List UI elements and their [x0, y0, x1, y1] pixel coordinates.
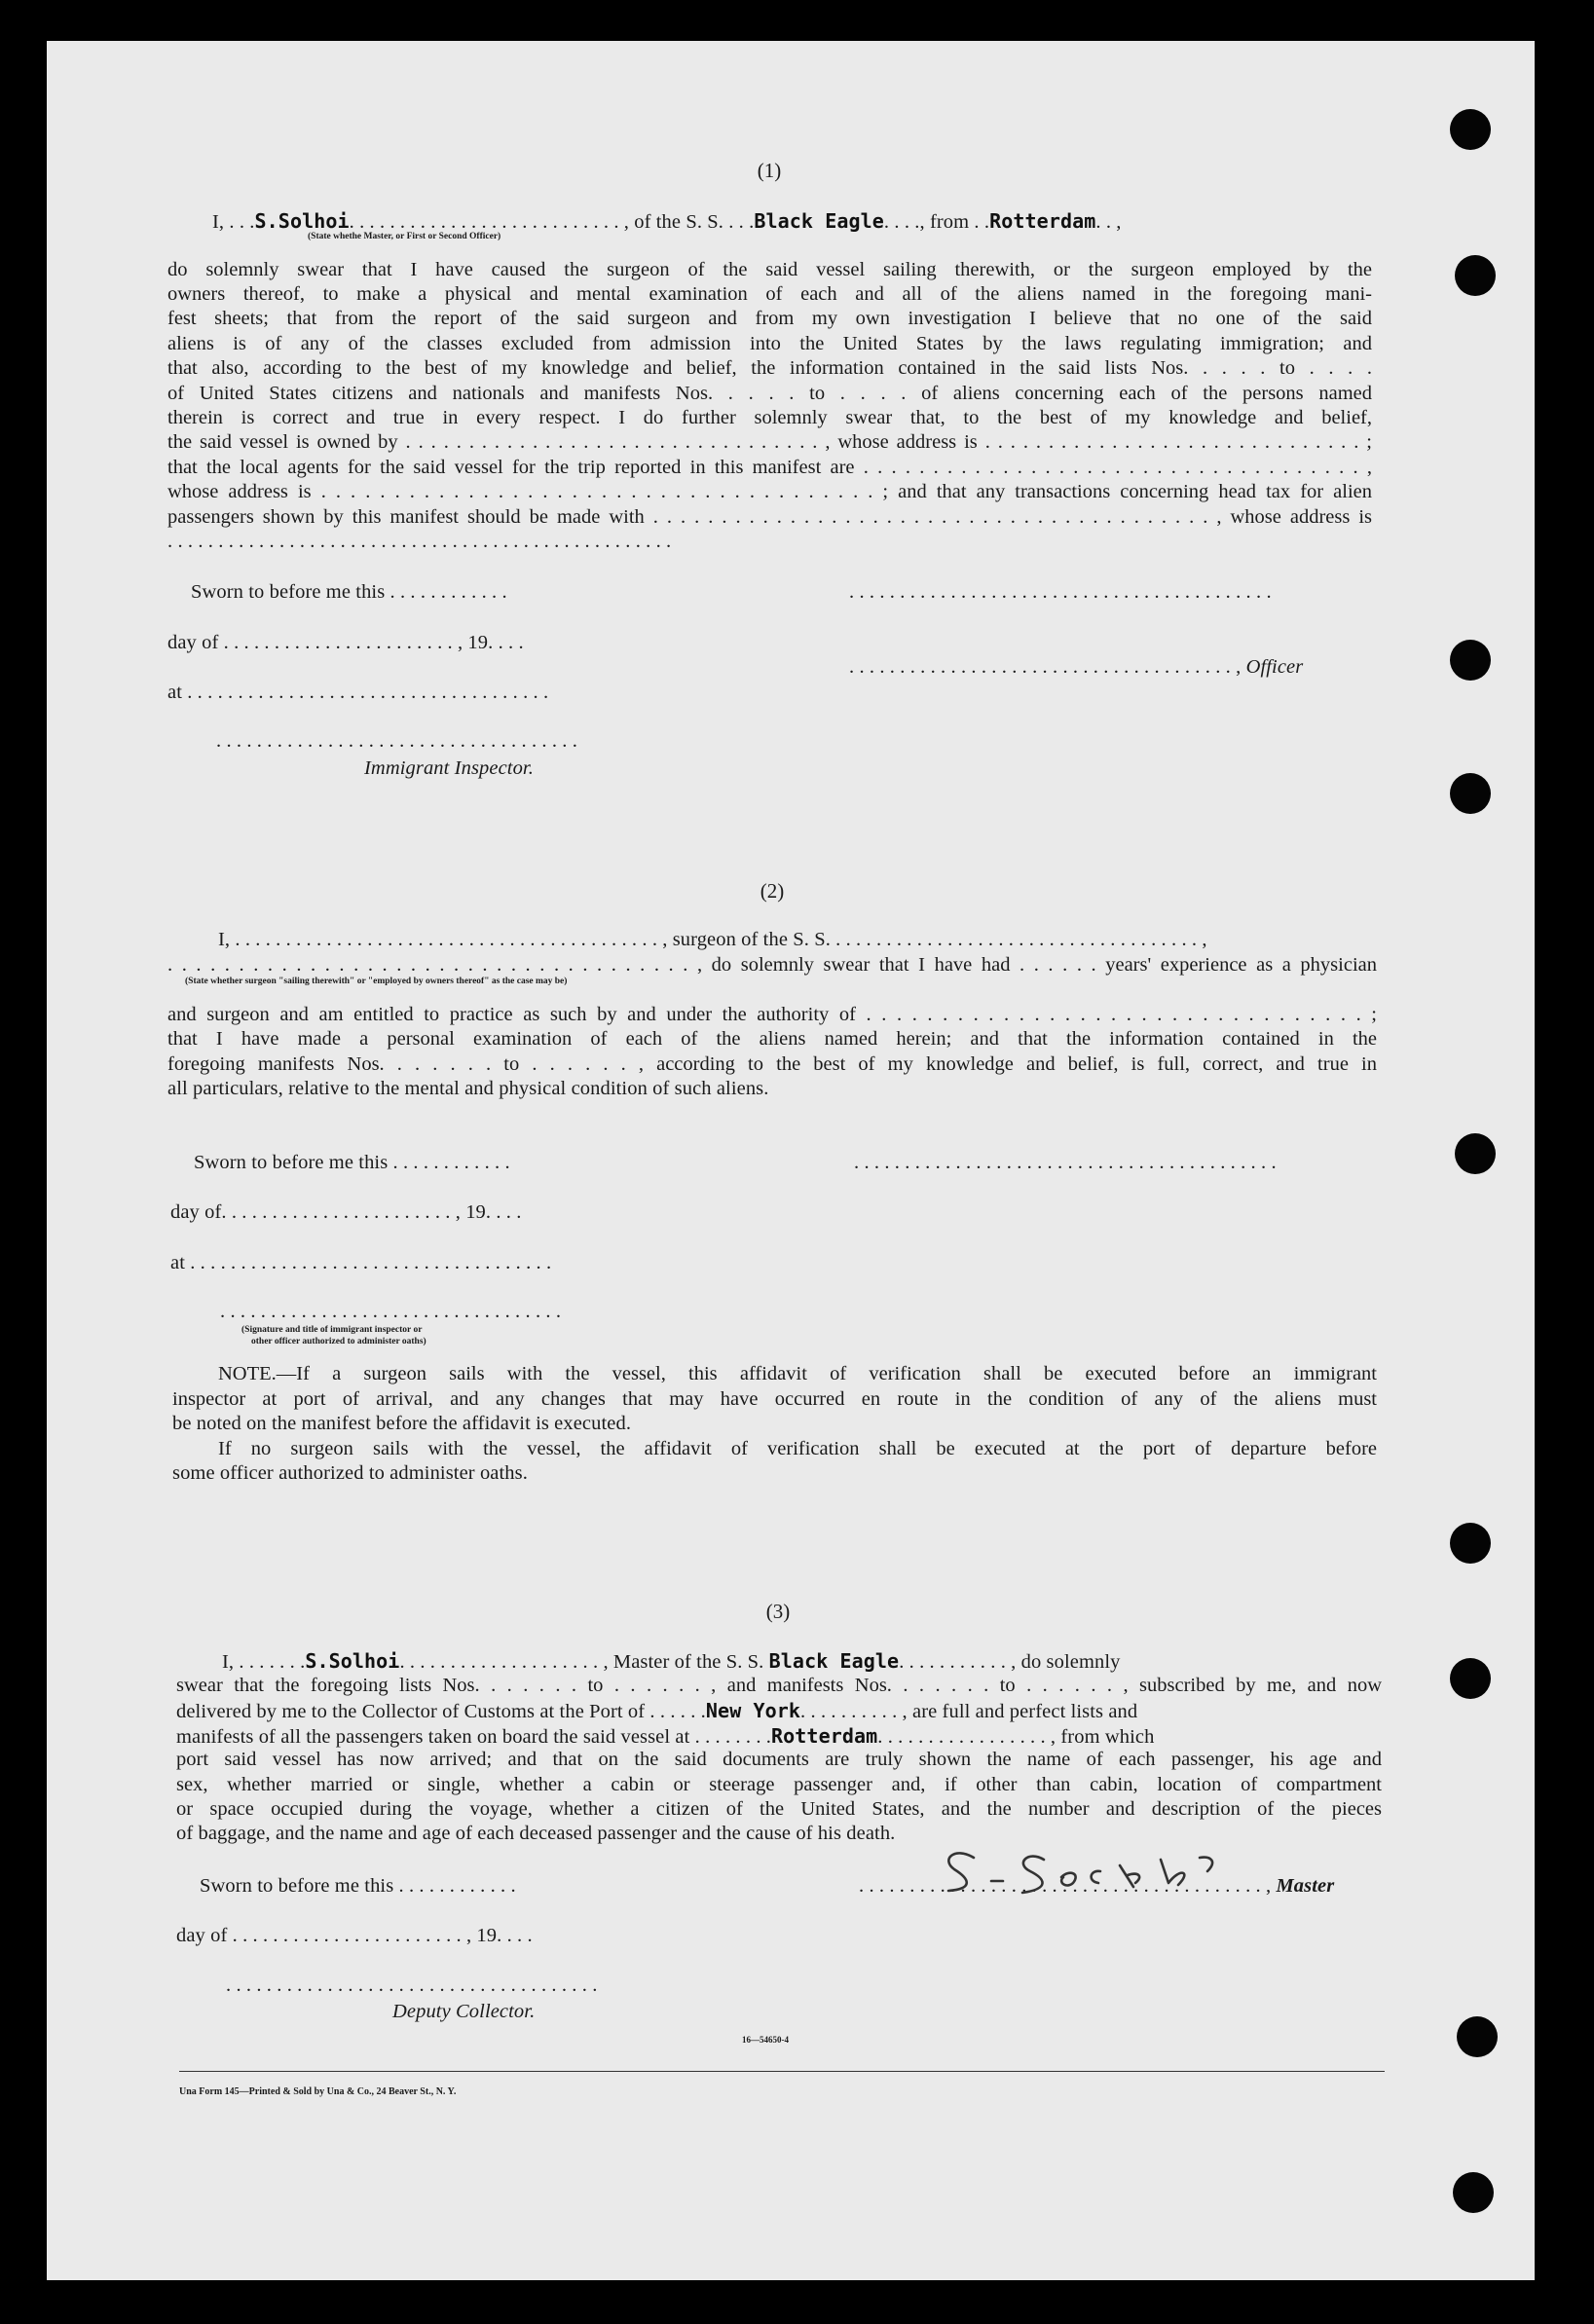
ship-name: Black Eagle [768, 1649, 900, 1673]
inspector-line: . . . . . . . . . . . . . . . . . . . . . . . . . . . . . . . . . . . . [216, 730, 577, 752]
master-name: S.Solhoi [305, 1649, 400, 1673]
place-line: at . . . . . . . . . . . . . . . . . . . . . . . . . . . . . . . . . . . . [170, 1252, 552, 1273]
section-number: (2) [760, 879, 785, 903]
arrival-port: New York [705, 1699, 801, 1722]
text: I, . . . . . . . [222, 1651, 306, 1673]
departure-port: Rotterdam [989, 209, 1096, 233]
text: . . . . . . . . . . , are full and perfect lists and [800, 1701, 1138, 1722]
body-line: foregoing manifests Nos. . . . . . . to . . . . . . , according to the best of my knowledge and belief, is full, correct, and true in [167, 1053, 1377, 1075]
sworn-line: Sworn to before me this . . . . . . . . . . . . [194, 1152, 510, 1173]
body-line: of baggage, and the name and age of each deceased passenger and the cause of his death. [176, 1823, 896, 1844]
punch-hole [1453, 2172, 1494, 2213]
body-line: do solemnly swear that I have caused the surgeon of the said vessel sailing therewith, or the surgeon employed by the [167, 259, 1372, 280]
punch-hole [1450, 773, 1491, 814]
text: . . , [1095, 211, 1122, 233]
date-line: day of . . . . . . . . . . . . . . . . . . . . . . . , 19. . . . [176, 1925, 533, 1946]
text: . . . . . . . . . . . . . . . . . , from which [877, 1726, 1155, 1748]
officer-line [849, 656, 1303, 679]
body-line: all particulars, relative to the mental and physical condition of such aliens. [167, 1078, 769, 1099]
field-hint: (State whether surgeon "sailing therewith" or "employed by owners thereof" as the case may be) [185, 977, 568, 986]
body-line: . . . . . . . . . . . . . . . . . . . . . . . . . . . . . . . . . . . . . . . . . . . . . . . . . . [167, 531, 672, 552]
footer-rule [179, 2071, 1385, 2072]
handwritten-signature [935, 1838, 1285, 1908]
departure-port: Rotterdam [771, 1724, 878, 1748]
sworn-line: Sworn to before me this . . . . . . . . . . . . [200, 1875, 516, 1897]
body-line: fest sheets; that from the report of the said surgeon and from my own investigation I believe that no one of the said [167, 308, 1372, 329]
body-line: port said vessel has now arrived; and that on the said documents are truly shown the name of each passenger, his age and [176, 1749, 1382, 1770]
inspector-label: other officer authorized to administer oaths) [251, 1337, 426, 1346]
inspector-label: Immigrant Inspector. [364, 757, 534, 779]
text: . . . . . . . . . . . . . . . . . . . . . . . . . . . . . . . . . . . . . . . . , [859, 1875, 1272, 1897]
oath-line-1 [222, 1649, 1121, 1674]
text: . . . . . . . . . . . . . . . . . . . . . . . . . . . , of the S. S. . . . [349, 211, 755, 233]
body-line: that the local agents for the said vessel for the trip reported in this manifest are . . . . . . . . . . . . . . . . . . . . . . . . . . . . . . . . . . . . , [167, 457, 1372, 478]
master-label: Master [1276, 1875, 1335, 1897]
deputy-line: . . . . . . . . . . . . . . . . . . . . . . . . . . . . . . . . . . . . . [226, 1974, 598, 1996]
inspector-line: . . . . . . . . . . . . . . . . . . . . . . . . . . . . . . . . . . [220, 1301, 562, 1322]
oath-line-1 [212, 209, 1122, 234]
body-line: therein is correct and true in every respect. I do further solemnly swear that, to the best of my knowledge and belief, [167, 407, 1372, 428]
body-line: passengers shown by this manifest should be made with . . . . . . . . . . . . . . . . . . . . . . . . . . . . . . . . . . . . . . . . . , whose address is [167, 506, 1372, 528]
text: delivered by me to the Collector of Customs at the Port of . . . . . . [176, 1701, 706, 1722]
printer-footer: Una Form 145—Printed & Sold by Una & Co., 24 Beaver St., N. Y. [179, 2086, 457, 2097]
body-line: that also, according to the best of my knowledge and belief, the information contained in the said lists Nos. . . . . to . . . . [167, 357, 1372, 379]
text: . . . . . . . . . . . . . . . . . . . . . . . . . . . . . . . . . . . . . . , [849, 656, 1242, 678]
field-hint: (State whethe Master, or First or Second Officer) [308, 232, 501, 241]
body-line: sex, whether married or single, whether a cabin or steerage passenger and, if other than cabin, location of compartment [176, 1774, 1382, 1795]
punch-hole [1455, 1133, 1496, 1174]
punch-hole [1450, 640, 1491, 681]
text: I, . . . [212, 211, 255, 233]
master-name: S.Solhoi [254, 209, 350, 233]
date-line: day of. . . . . . . . . . . . . . . . . . . . . . . , 19. . . . [170, 1201, 522, 1223]
body-line: or space occupied during the voyage, whether a citizen of the United States, and the number and description of the pieces [176, 1798, 1382, 1820]
body-line: that I have made a personal examination of each of the aliens named herein; and that the information contained in the [167, 1028, 1377, 1050]
note-line: be noted on the manifest before the affidavit is executed. [172, 1413, 632, 1434]
place-line: at . . . . . . . . . . . . . . . . . . . . . . . . . . . . . . . . . . . . [167, 682, 549, 703]
oath-line-1: I, . . . . . . . . . . . . . . . . . . . . . . . . . . . . . . . . . . . . . . . . . . , surgeon of the S. S. . . . . . . . . . . . . . . . . . . . . . . . . . . . . . . . . . . . . , [218, 929, 1207, 950]
signature-line: . . . . . . . . . . . . . . . . . . . . . . . . . . . . . . . . . . . . . . . . . . [849, 581, 1272, 603]
text: . . . . . . . . . . . , do solemnly [899, 1651, 1121, 1673]
section-number: (1) [757, 159, 782, 182]
punch-hole [1450, 109, 1491, 150]
date-line: day of . . . . . . . . . . . . . . . . . . . . . . . , 19. . . . [167, 632, 524, 653]
text: manifests of all the passengers taken on board the said vessel at . . . . . . . . [176, 1726, 771, 1748]
note-line: NOTE.—If a surgeon sails with the vessel, this affidavit of verification shall be executed before an immigrant [218, 1363, 1377, 1384]
form-code: 16—54650-4 [742, 2035, 789, 2045]
body-line: and surgeon and am entitled to practice as such by and under the authority of . . . . . . . . . . . . . . . . . . . . . . . . . . . . . . . . . ; [167, 1004, 1377, 1025]
punch-hole [1450, 1523, 1491, 1564]
section-number: (3) [765, 1600, 791, 1623]
punch-hole [1450, 1658, 1491, 1699]
text: . . . . . . . . . . . . . . . . . . . . , Master of the S. S. [399, 1651, 764, 1673]
punch-hole [1457, 2016, 1498, 2057]
body-line: owners thereof, to make a physical and mental examination of each and all of the aliens named in the foregoing mani- [167, 283, 1372, 305]
deputy-label: Deputy Collector. [392, 2001, 536, 2022]
inspector-label: (Signature and title of immigrant inspector or [241, 1325, 423, 1335]
ship-name: Black Eagle [754, 209, 884, 233]
signature-line: . . . . . . . . . . . . . . . . . . . . . . . . . . . . . . . . . . . . . . . . . . [854, 1152, 1277, 1173]
body-line: whose address is . . . . . . . . . . . . . . . . . . . . . . . . . . . . . . . . . . . . . . ; and that any transactions concerning head tax for alien [167, 481, 1372, 502]
officer-label: Officer [1245, 656, 1304, 678]
note-line: some officer authorized to administer oaths. [172, 1462, 528, 1484]
body-line [176, 1724, 1154, 1749]
body-line: aliens is of any of the classes excluded from admission into the United States by the laws regulating immigration; and [167, 333, 1372, 354]
body-line: swear that the foregoing lists Nos. . . . . . . to . . . . . . , and manifests Nos. . . . . . . to . . . . . . , subscribed by me, and now [176, 1675, 1382, 1696]
note-line: If no surgeon sails with the vessel, the affidavit of verification shall be executed at the port of departure before [218, 1438, 1377, 1459]
oath-line-2: . . . . . . . . . . . . . . . . . . . . . . . . . . . . . . . . . . . . . , do solemnly swear that I have had . . . . . . years' experience as a physician [167, 954, 1377, 976]
body-line: the said vessel is owned by . . . . . . . . . . . . . . . . . . . . . . . . . . . . . . . . . , whose address is . . . . . . . . . . . . . . . . . . . . . . . . . . . . . . ; [167, 431, 1372, 453]
note-line: inspector at port of arrival, and any changes that may have occurred en route in the condition of any of the aliens must [172, 1388, 1377, 1410]
body-line: of United States citizens and nationals and manifests Nos. . . . . to . . . . of aliens concerning each of the persons named [167, 383, 1372, 404]
body-line [176, 1699, 1137, 1723]
sworn-line: Sworn to before me this . . . . . . . . . . . . [191, 581, 507, 603]
punch-hole [1455, 255, 1496, 296]
text: . . . ., from . . [883, 211, 990, 233]
